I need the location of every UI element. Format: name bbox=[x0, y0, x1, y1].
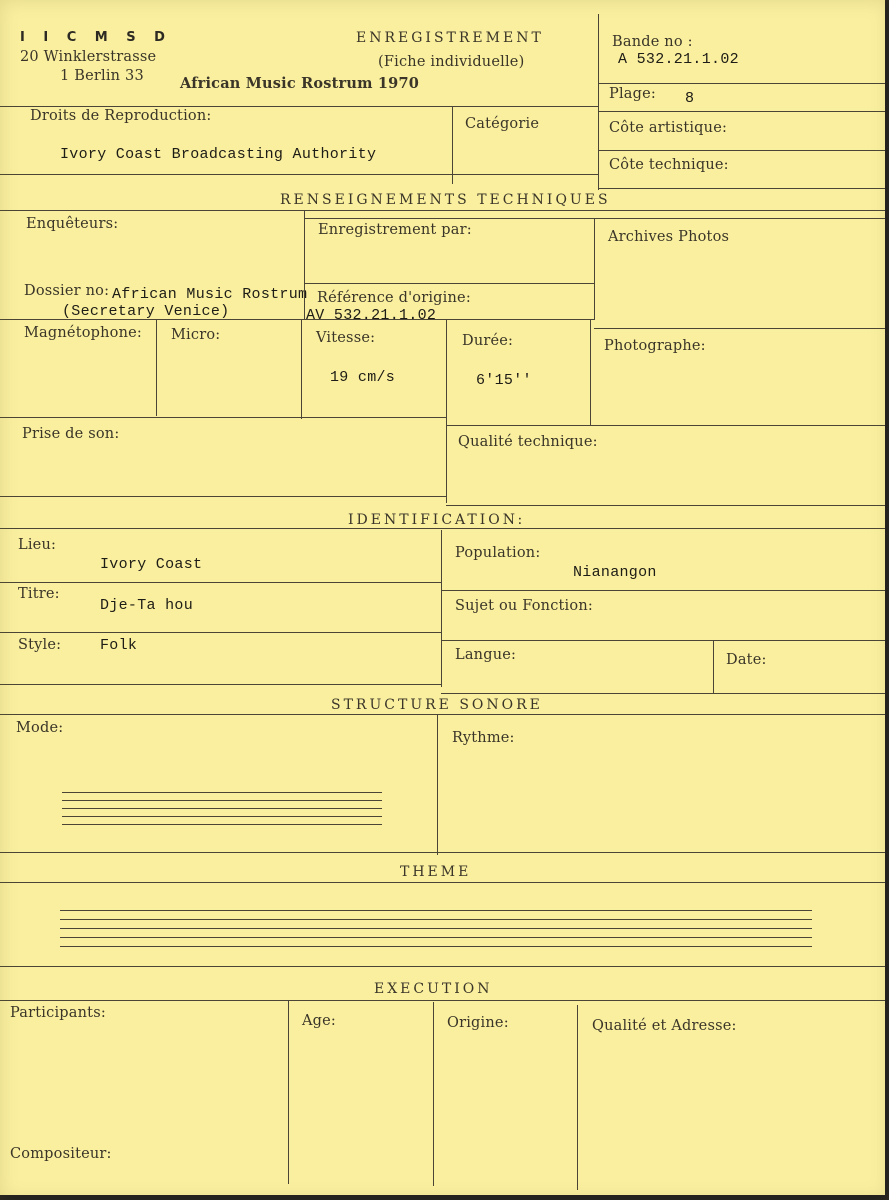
header-divider bbox=[598, 14, 599, 190]
rule bbox=[0, 966, 889, 967]
dossier-value: African Music Rostrum bbox=[112, 286, 308, 303]
vitesse-value: 19 cm/s bbox=[330, 369, 396, 386]
enregistrement-par-label: Enregistrement par: bbox=[318, 222, 472, 238]
lieu-label: Lieu: bbox=[18, 537, 57, 553]
rythme-label: Rythme: bbox=[452, 730, 515, 746]
staff-line bbox=[60, 910, 812, 911]
plage-value: 8 bbox=[685, 90, 695, 107]
qualite-technique-label: Qualité technique: bbox=[458, 434, 598, 450]
staff-line bbox=[62, 800, 382, 801]
rule bbox=[0, 632, 441, 633]
rule bbox=[301, 319, 302, 419]
rule bbox=[0, 106, 598, 107]
titre-label: Titre: bbox=[18, 586, 60, 602]
rule bbox=[713, 640, 714, 693]
bande-value: A 532.21.1.02 bbox=[618, 51, 739, 68]
execution-section-title: EXECUTION bbox=[374, 981, 493, 997]
cote-artistique-label: Côte artistique: bbox=[609, 120, 728, 136]
droits-label: Droits de Reproduction: bbox=[30, 108, 212, 124]
mode-label: Mode: bbox=[16, 720, 64, 736]
event-name: African Music Rostrum 1970 bbox=[180, 75, 420, 92]
reference-label: Référence d'origine: bbox=[317, 290, 471, 306]
staff-line bbox=[62, 792, 382, 793]
rule bbox=[441, 590, 889, 591]
rule bbox=[0, 210, 889, 211]
rule bbox=[446, 319, 447, 503]
address-street: 20 Winklerstrasse bbox=[20, 49, 157, 65]
archives-photos-label: Archives Photos bbox=[608, 229, 730, 245]
rule bbox=[0, 714, 889, 715]
rule bbox=[598, 111, 889, 112]
card-edge-right bbox=[885, 0, 889, 1200]
reference-value: AV 532.21.1.02 bbox=[306, 307, 437, 324]
rule bbox=[0, 852, 889, 853]
magnetophone-label: Magnétophone: bbox=[24, 325, 143, 341]
rule bbox=[0, 684, 441, 685]
style-value: Folk bbox=[100, 637, 138, 654]
enqueteurs-label: Enquêteurs: bbox=[26, 216, 119, 232]
age-label: Age: bbox=[302, 1013, 337, 1029]
rule bbox=[0, 528, 889, 529]
rule bbox=[0, 174, 598, 175]
rule bbox=[577, 1005, 578, 1190]
rule bbox=[598, 188, 889, 189]
rule bbox=[0, 417, 446, 418]
staff-line bbox=[62, 824, 382, 825]
langue-label: Langue: bbox=[455, 647, 517, 663]
rule bbox=[433, 1002, 434, 1186]
staff-line bbox=[60, 937, 812, 938]
institute-logo: I I C M S D bbox=[20, 30, 172, 45]
rule bbox=[441, 530, 442, 687]
sujet-label: Sujet ou Fonction: bbox=[455, 598, 593, 614]
qualite-adresse-label: Qualité et Adresse: bbox=[592, 1018, 737, 1034]
rule bbox=[594, 218, 595, 320]
staff-line bbox=[62, 816, 382, 817]
technical-section-title: RENSEIGNEMENTS TECHNIQUES bbox=[280, 192, 611, 208]
plage-label: Plage: bbox=[609, 86, 656, 102]
categorie-label: Catégorie bbox=[465, 116, 540, 132]
rule bbox=[288, 1000, 289, 1184]
staff-line bbox=[62, 808, 382, 809]
rule bbox=[0, 319, 594, 320]
rule bbox=[304, 283, 594, 284]
address-city: 1 Berlin 33 bbox=[60, 68, 144, 84]
style-label: Style: bbox=[18, 637, 62, 653]
staff-line bbox=[60, 946, 812, 947]
photographe-label: Photographe: bbox=[604, 338, 706, 354]
participants-label: Participants: bbox=[10, 1005, 106, 1021]
prise-de-son-label: Prise de son: bbox=[22, 426, 120, 442]
dossier-label: Dossier no: bbox=[24, 283, 110, 299]
rule bbox=[446, 425, 889, 426]
rule bbox=[452, 106, 453, 184]
staff-line bbox=[60, 928, 812, 929]
micro-label: Micro: bbox=[171, 327, 221, 343]
rule bbox=[590, 320, 591, 426]
staff-line bbox=[60, 919, 812, 920]
cote-technique-label: Côte technique: bbox=[609, 157, 729, 173]
rule bbox=[598, 83, 889, 84]
date-label: Date: bbox=[726, 652, 767, 668]
rule bbox=[598, 150, 889, 151]
identification-section-title: IDENTIFICATION: bbox=[348, 512, 526, 528]
rule bbox=[441, 693, 889, 694]
compositeur-label: Compositeur: bbox=[10, 1146, 112, 1162]
population-value: Nianangon bbox=[573, 564, 657, 581]
rule bbox=[441, 640, 889, 641]
rule bbox=[0, 496, 446, 497]
dossier-value-2: (Secretary Venice) bbox=[62, 303, 230, 320]
rule bbox=[594, 328, 889, 329]
vitesse-label: Vitesse: bbox=[316, 330, 376, 346]
rule bbox=[304, 218, 889, 219]
titre-value: Dje-Ta hou bbox=[100, 597, 194, 614]
card-edge-bottom bbox=[0, 1195, 889, 1200]
duree-value: 6'15'' bbox=[476, 372, 532, 389]
duree-label: Durée: bbox=[462, 333, 514, 349]
origine-label: Origine: bbox=[447, 1015, 509, 1031]
rule bbox=[446, 505, 889, 506]
lieu-value: Ivory Coast bbox=[100, 556, 203, 573]
droits-value: Ivory Coast Broadcasting Authority bbox=[60, 146, 377, 163]
form-subtitle: (Fiche individuelle) bbox=[378, 54, 525, 70]
rule bbox=[156, 319, 157, 416]
population-label: Population: bbox=[455, 545, 541, 561]
rule bbox=[0, 882, 889, 883]
form-title: ENREGISTREMENT bbox=[356, 30, 544, 46]
structure-section-title: STRUCTURE SONORE bbox=[331, 697, 543, 713]
rule bbox=[0, 582, 441, 583]
rule bbox=[437, 715, 438, 855]
rule bbox=[304, 210, 305, 320]
rule bbox=[0, 1000, 889, 1001]
bande-label: Bande no : bbox=[612, 34, 693, 50]
theme-section-title: THEME bbox=[400, 864, 472, 880]
